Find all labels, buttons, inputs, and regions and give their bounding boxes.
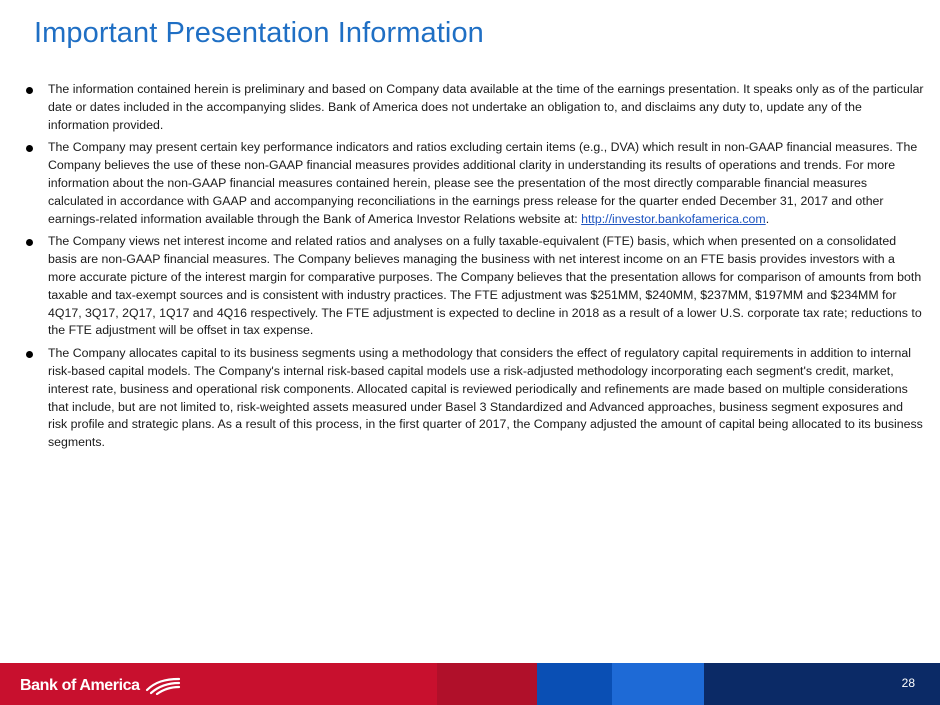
slide-title: Important Presentation Information xyxy=(34,17,484,49)
bullet-dot-icon xyxy=(26,145,33,152)
brand-logo xyxy=(20,674,181,698)
bullet-suffix: . xyxy=(765,211,770,226)
bullet-item xyxy=(24,233,924,340)
bullet-text: The Company may present certain key performance indicators and ratios excluding certain items (e.g., DVA) which result in non-GAAP financial measures. The Company believes the use of these non-GAAP financial measures provides additional clarity in understanding its results of operations and trends. For more information about the non-GAAP financial measures contained herein, please see the presentation of the most directly comparable financial measures calculated in accordance with GAAP and accompanying reconciliations in the earnings press release for the quarter ended December 31, 2017 and other earnings-related information available through the Bank of America Investor Relations website at: xyxy=(48,140,918,226)
footer-segment-blue xyxy=(537,663,612,705)
footer-segment-bright-blue xyxy=(612,663,704,705)
investor-relations-link[interactable]: http://investor.bankofamerica.com xyxy=(581,211,766,226)
brand-name: Bank of America xyxy=(20,677,140,694)
bullet-dot-icon xyxy=(26,239,33,246)
bullet-list xyxy=(24,81,924,457)
bullet-item xyxy=(24,139,924,228)
bullet-text: The Company allocates capital to its business segments using a methodology that considers the effect of regulatory capital requirements in addition to internal risk-based capital models. The Company's internal risk-based capital models use a risk-adjusted methodology incorporating each segment's credit, market, interest rate, business and operational risk components. Allocated capital is reviewed periodically and refinements are made based on multiple considerations that include, but are not limited to, risk-weighted assets measured under Basel 3 Standardized and Advanced approaches, business segment exposures and risk profile and strategic plans. As a result of this process, in the first quarter of 2017, the Company adjusted the amount of capital being allocated to its business segments. xyxy=(48,346,923,450)
footer-bar xyxy=(0,663,940,705)
bullet-text: The Company views net interest income and related ratios and analyses on a fully taxable-equivalent (FTE) basis, which when presented on a consolidated basis are non-GAAP financial measures. The Company believes managing the business with net interest income on an FTE basis provides investors with a more accurate picture of the interest margin for comparative purposes. The Company believes that the presentation allows for comparison of amounts from both taxable and tax-exempt sources and is consistent with industry practices. The FTE adjustment was $251MM, $240MM, $237MM, $197MM and $234MM for 4Q17, 3Q17, 2Q17, 1Q17 and 4Q16 respectively. The FTE adjustment is expected to decline in 2018 as a result of a lower U.S. corporate tax rate; reductions to the FTE adjustment will be offset in tax expense. xyxy=(48,234,922,338)
bullet-item xyxy=(24,345,924,452)
bullet-dot-icon xyxy=(26,351,33,358)
bank-of-america-flag-icon xyxy=(145,677,181,695)
footer-segment-crimson xyxy=(437,663,537,705)
page-number: 28 xyxy=(901,676,915,690)
bullet-text: The information contained herein is preliminary and based on Company data available at the time of the earnings presentation. It speaks only as of the particular date or dates included in the accompanying slides. Bank of America does not undertake an obligation to, and disclaims any duty to, update any of the information provided. xyxy=(48,82,924,132)
bullet-dot-icon xyxy=(26,87,33,94)
bullet-item xyxy=(24,81,924,134)
